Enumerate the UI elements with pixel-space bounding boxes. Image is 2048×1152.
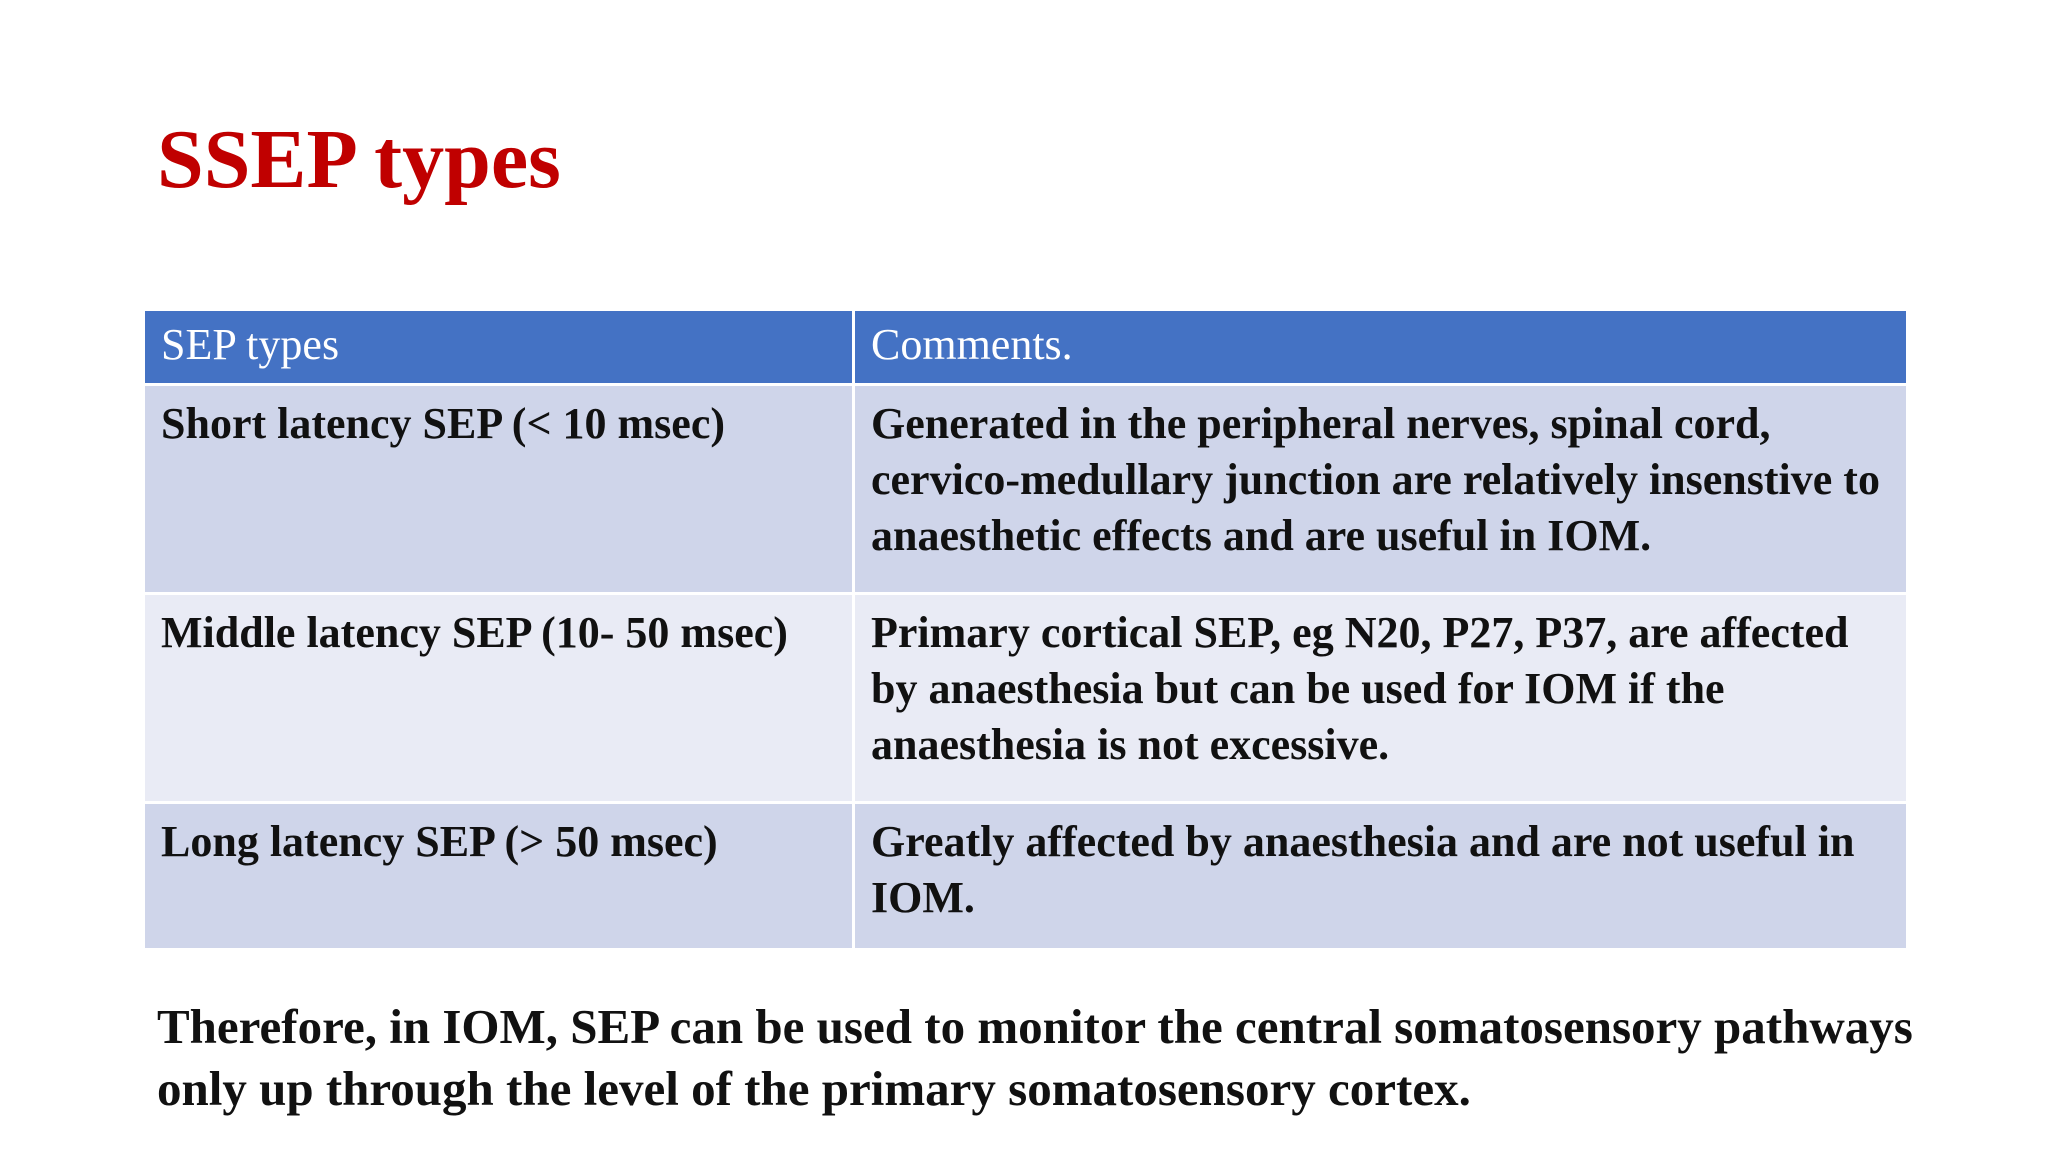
cell-sep-type: Short latency SEP (< 10 msec) [144,385,854,594]
table-header-row [144,310,1908,385]
header-sep-types: SEP types [144,310,854,385]
table-row [144,594,1908,803]
cell-comment: Generated in the peripheral nerves, spinal cord, cervico-medullary junction are relatively insenstive to anaesthetic effects and are useful in IOM. [854,385,1908,594]
header-comments: Comments. [854,310,1908,385]
cell-comment: Greatly affected by anaesthesia and are not useful in IOM. [854,803,1908,950]
sep-types-table-container [142,308,1906,951]
sep-types-table [142,308,1909,951]
slide-title: SSEP types [157,113,561,206]
table-row [144,803,1908,950]
table-row [144,385,1908,594]
conclusion-text: Therefore, in IOM, SEP can be used to monitor the central somatosensory pathways only up through the level of the primary somatosensory cortex. [157,999,1913,1116]
cell-sep-type: Middle latency SEP (10- 50 msec) [144,594,854,803]
cell-comment: Primary cortical SEP, eg N20, P27, P37, are affected by anaesthesia but can be used for IOM if the anaesthesia is not excessive. [854,594,1908,803]
cell-sep-type: Long latency SEP (> 50 msec) [144,803,854,950]
